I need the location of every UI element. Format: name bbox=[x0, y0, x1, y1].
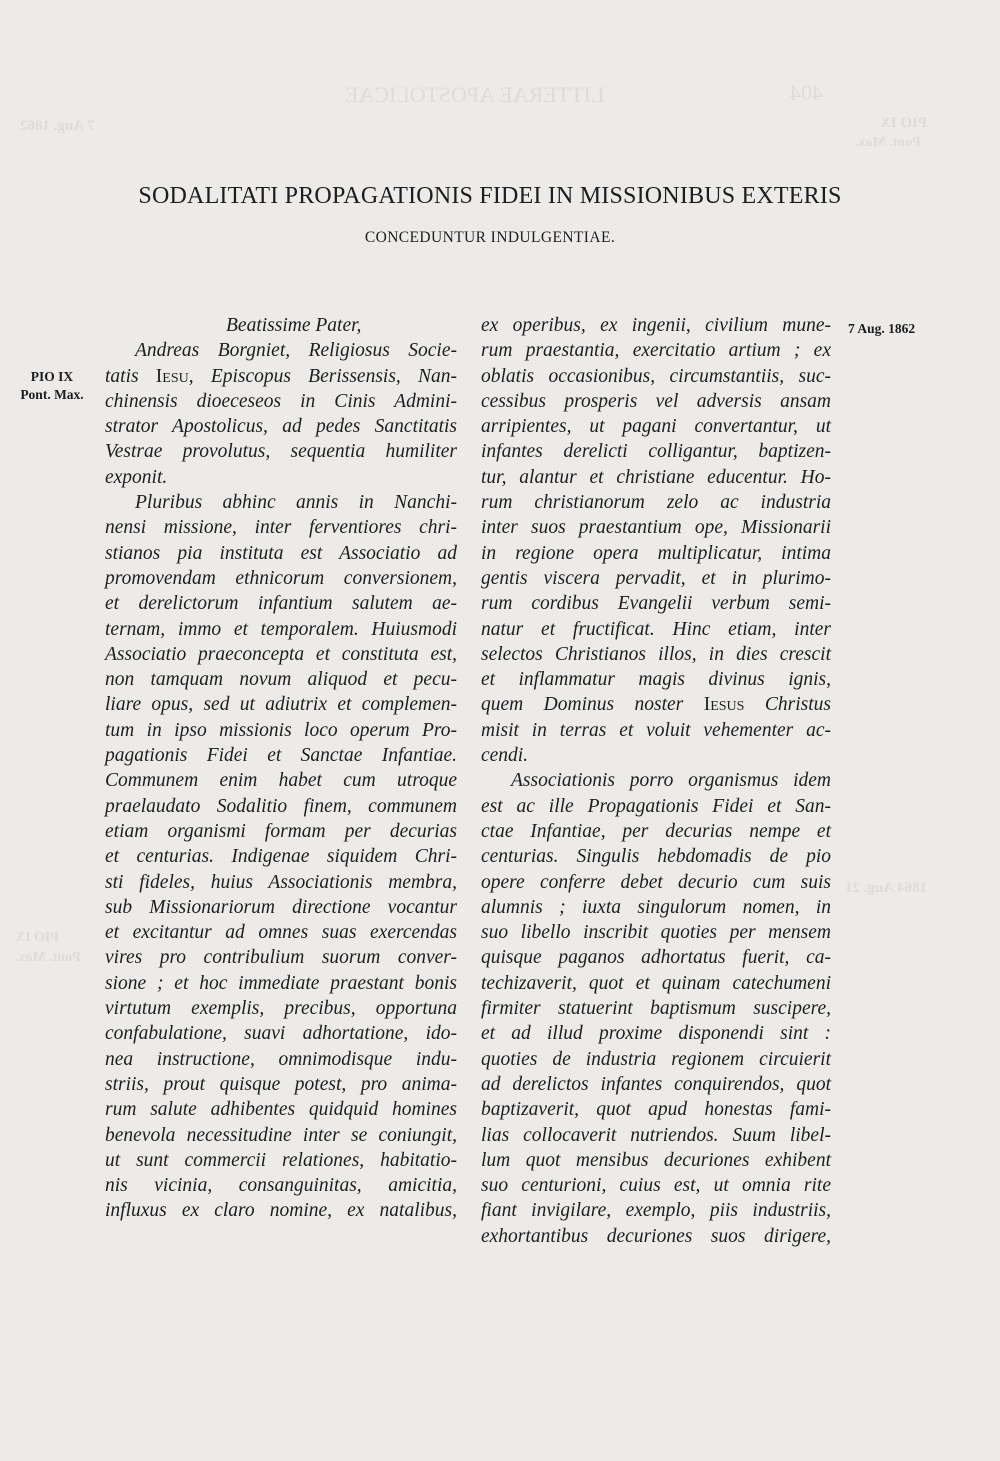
text-line: ex operibus, ex ingenii, civilium mune- bbox=[481, 315, 831, 336]
text-line: nensi missione, inter ferventiores chri- bbox=[105, 517, 457, 539]
text-line: rum christianorum zelo ac industria bbox=[481, 492, 831, 514]
text-line: Communem enim habet cum utroque bbox=[105, 770, 457, 792]
text-line: arripientes, ut pagani convertantur, ut bbox=[481, 416, 831, 438]
text-line: nea instructione, omnimodisque indu- bbox=[105, 1048, 457, 1070]
text-line: ternam, immo et temporalem. Huiusmodi bbox=[105, 618, 457, 640]
bleed-through-margin-2: Pont. Max. bbox=[855, 135, 921, 150]
text-line: tur, alantur et christiane educentur. Ho- bbox=[481, 466, 831, 488]
text-line: ad derelictos infantes conquirendos, quot bbox=[481, 1073, 831, 1095]
text-line: Pluribus abhinc annis in Nanchi- bbox=[135, 492, 457, 514]
text-line: non tamquam novum aliquod et pecu- bbox=[105, 669, 457, 691]
text-line: stianos pia instituta est Associatio ad bbox=[105, 542, 457, 564]
text-line: fiant invigilare, exemplo, piis industriis, bbox=[481, 1200, 831, 1222]
text-line: liare opus, sed ut adiutrix et complemen- bbox=[105, 694, 457, 716]
text-line: Associatio praeconcepta et constituta est, bbox=[105, 643, 457, 665]
text-line: lum quot mensibus decuriones exhibent bbox=[481, 1149, 831, 1171]
text-line: Vestrae provolutus, sequentia humiliter bbox=[105, 441, 457, 463]
text-line: firmiter statuerint baptismum suscipere, bbox=[481, 998, 831, 1020]
margin-note-pope-name: PIO IX bbox=[30, 369, 74, 384]
text-line: promovendam ethnicorum conversionem, bbox=[105, 567, 457, 589]
text-line: Andreas Borgniet, Religiosus Socie- bbox=[135, 340, 457, 362]
bleed-through-margin-4: 1864 Aug. 21 bbox=[845, 880, 928, 896]
text-line: sub Missionariorum directione vocantur bbox=[105, 896, 457, 918]
text-line: ut sunt commercii relationes, habitatio- bbox=[105, 1149, 457, 1171]
margin-note-pope bbox=[18, 368, 86, 404]
text-line: quoties de industria regionem circuierit bbox=[481, 1048, 831, 1070]
text-line: natur et fructificat. Hinc etiam, inter bbox=[481, 618, 831, 640]
text-line: chinensis dioeceseos in Cinis Admini- bbox=[105, 390, 457, 412]
bleed-through-margin-1: PIO IX bbox=[880, 115, 928, 131]
text-line: ctae Infantiae, per decurias nempe et bbox=[481, 820, 831, 842]
text-line: rum cordibus Evangelii verbum semi- bbox=[481, 593, 831, 615]
text-line: exponit. bbox=[105, 466, 168, 488]
text-line: Beatissime Pater, bbox=[226, 315, 362, 336]
text-line: confabulatione, suavi adhortatione, ido- bbox=[105, 1023, 457, 1045]
bleed-through-header: LITTERAE APOSTOLICAE bbox=[345, 82, 605, 107]
bleed-through-margin-3: 7 Aug. 1862 bbox=[20, 118, 95, 134]
text-line: est ac ille Propagationis Fidei et San- bbox=[481, 795, 831, 817]
text-line: et derelictorum infantium salutem ae- bbox=[105, 593, 457, 615]
text-line: pagationis Fidei et Sanctae Infantiae. bbox=[105, 745, 457, 767]
bleed-through-margin-6: Pont. Max. bbox=[15, 950, 81, 965]
text-line: praelaudato Sodalitio finem, communem bbox=[105, 795, 457, 817]
document-subtitle: CONCEDUNTUR INDULGENTIAE. bbox=[364, 229, 616, 246]
text-line: influxus ex claro nomine, ex natalibus, bbox=[105, 1200, 457, 1222]
text-line: striis, prout quisque potest, pro anima- bbox=[105, 1073, 457, 1095]
text-line: etiam organismi formam per decurias bbox=[105, 820, 457, 842]
text-line: in regione opera multiplicatur, intima bbox=[481, 542, 831, 564]
bleed-through-page-number: 404 bbox=[790, 80, 823, 105]
text-line: benevola necessitudine inter se coniungit, bbox=[105, 1124, 457, 1146]
text-line: inter suos praestantium ope, Missionarii bbox=[481, 517, 831, 539]
text-line: rum praestantia, exercitatio artium ; ex bbox=[481, 340, 831, 362]
text-line: cendi. bbox=[481, 745, 529, 767]
text-line: alumnis ; iuxta singulorum nomen, in bbox=[481, 896, 831, 918]
text-line: suo centurioni, cuius est, ut omnia rite bbox=[481, 1175, 831, 1197]
text-line: tatis Iesu, Episcopus Berissensis, Nan- bbox=[105, 365, 457, 387]
text-line: opere conferre debet decurio cum suis bbox=[481, 871, 831, 893]
text-line: suo libello inscribit quoties per mensem bbox=[481, 922, 831, 944]
text-line: lias collocaverit nutriendos. Suum libel- bbox=[481, 1124, 831, 1146]
text-line: quisque paganos adhortatus fuerit, ca- bbox=[481, 947, 831, 969]
text-line: cessibus prosperis vel adversis ansam bbox=[481, 390, 831, 412]
text-line: tum in ipso missionis loco operum Pro- bbox=[105, 719, 457, 741]
text-line: centurias. Singulis hebdomadis de pio bbox=[481, 846, 831, 868]
text-line: et ad illud proxime disponendi sint : bbox=[481, 1023, 831, 1045]
left-text-column bbox=[105, 313, 457, 1224]
text-line: misit in terras et voluit vehementer ac- bbox=[481, 719, 831, 741]
text-line: oblatis occasionibus, circumstantiis, suc- bbox=[481, 365, 831, 387]
text-line: sti fideles, huius Associationis membra, bbox=[105, 871, 457, 893]
text-line: selectos Christianos illos, in dies crescit bbox=[481, 643, 831, 665]
text-line: baptizaverit, quot apud honestas fami- bbox=[481, 1099, 831, 1121]
text-line: et excitantur ad omnes suas exercendas bbox=[105, 922, 457, 944]
text-line: nis vicinia, consanguinitas, amicitia, bbox=[105, 1175, 457, 1197]
text-line: gentis viscera pervadit, et in plurimo- bbox=[481, 567, 831, 589]
document-title: SODALITATI PROPAGATIONIS FIDEI IN MISSIONIBUS EXTERIS bbox=[138, 183, 842, 209]
text-line: strator Apostolicus, ad pedes Sanctitatis bbox=[105, 416, 457, 438]
margin-note-pope-title: Pont. Max. bbox=[20, 387, 84, 402]
bleed-through-margin-5: PIO IX bbox=[15, 930, 59, 945]
text-line: vires pro contribulium suorum conver- bbox=[105, 947, 457, 969]
text-line: infantes derelicti colligantur, baptizen- bbox=[481, 441, 831, 463]
text-line: virtutum exemplis, precibus, opportuna bbox=[105, 998, 457, 1020]
right-text-column bbox=[481, 313, 831, 1249]
text-line: exhortantibus decuriones suos dirigere, bbox=[481, 1225, 831, 1247]
text-line: quem Dominus noster Iesus Christus bbox=[481, 694, 831, 716]
text-line: et centurias. Indigenae siquidem Chri- bbox=[105, 846, 457, 868]
text-line: techizaverit, quot et quinam catechumeni bbox=[481, 972, 831, 994]
margin-note-date: 7 Aug. 1862 bbox=[848, 321, 916, 336]
text-line: et inflammatur magis divinus ignis, bbox=[481, 669, 831, 691]
text-line: rum salute adhibentes quidquid homines bbox=[105, 1099, 457, 1121]
text-line: Associationis porro organismus idem bbox=[511, 770, 831, 792]
text-line: sione ; et hoc immediate praestant bonis bbox=[105, 972, 457, 994]
